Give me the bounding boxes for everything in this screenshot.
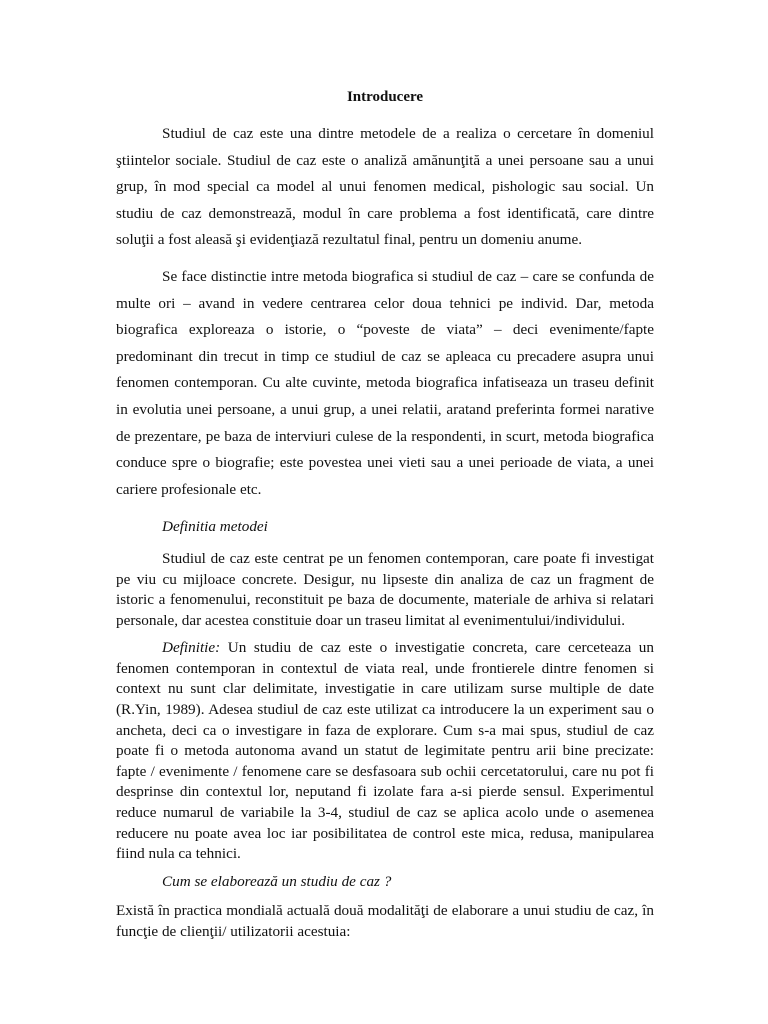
page-title: Introducere [346,89,424,105]
method-paragraph: Studiul de caz este centrat pe un fenomen contemporan, care poate fi investigat pe viu cu mijloace concrete. Desigur, nu lipseste din analiza de caz un fragment de istoric a fenomenului, reconstituit pe baza de documente, materiale de arhiva si relatari personale, dar acestea constituie doar un traseu limitat al evenimentului/individului. [116,549,654,629]
distinction-paragraph: Se face distinctie intre metoda biografica si studiul de caz – care se confunda de multe ori – avand in vedere centrarea celor doua tehnici pe individ. Dar, metoda biografica exploreaza o istorie, o “poveste de viata” – deci evenimente/fapte predominant din trecut in timp ce studiul de caz se apleaca cu precadere asupra unui fenomen contemporan. Cu alte cuvinte, metoda biografica infatiseaza un traseu definit in evolutia unei persoane, a unui grup, a unei relatii, aratand preferinta formei narative de prezentare, pe baza de interviuri culese de la respondenti, in scurt, metoda biografica conduce spre o biografie; este povestea unei vieti sau a unei perioade de viata, a unei cariere profesionale etc. [116,267,654,498]
intro-paragraph: Studiul de caz este una dintre metodele de a realiza o cercetare în domeniul ştiintelor sociale. Studiul de caz este o analiză amănunţită a unei persoane sau a unui grup, în mod special ca model al unui fenomen medical, pishologic sau social. Un studiu de caz demonstrează, modul în care problema a fost identificată, care dintre soluţii a fost aleasă şi evidenţiază rezultatul final, pentru un domeniu anume. [116,125,654,249]
definition-paragraph [116,638,654,865]
definition-label: Definitie: [162,639,221,657]
elaboration-heading: Cum se elaborează un studiu de caz ? [162,872,392,890]
elaboration-paragraph: Există în practica mondială actuală două modalităţi de elaborare a unui studiu de caz, în funcţie de clienţii/ utilizatorii acestuia: [116,902,654,940]
method-heading: Definitia metodei [162,518,268,536]
definition-text: Un studiu de caz este o investigatie concreta, care cerceteaza un fenomen contemporan in contextul de viata real, unde frontierele dintre fenomen si context nu sunt clar delimitate, investigatie in care utilizam surse multiple de date (R.Yin, 1989). Adesea studiul de caz este utilizat ca introducere la un experiment sau o ancheta, deci ca o investigare in faza de explorare. Cum s-a mai spus, studiul de caz poate fi o metoda autonoma avand un statut de legimitate pentru arii bine precizate: fapte / evenimente / fenomene care se desfasoara sub ochii cercetatorului, care nu pot fi desprinse din contextul lor, neputand fi izolate fara a-si pierde sensul. Experimentul reduce numarul de variabile la 3-4, studiul de caz se aplica acolo unde o asemenea reducere nu poate avea loc iar posibilitatea de control este mica, redusa, manipularea fiind nula ca tehnici. [116,639,654,863]
